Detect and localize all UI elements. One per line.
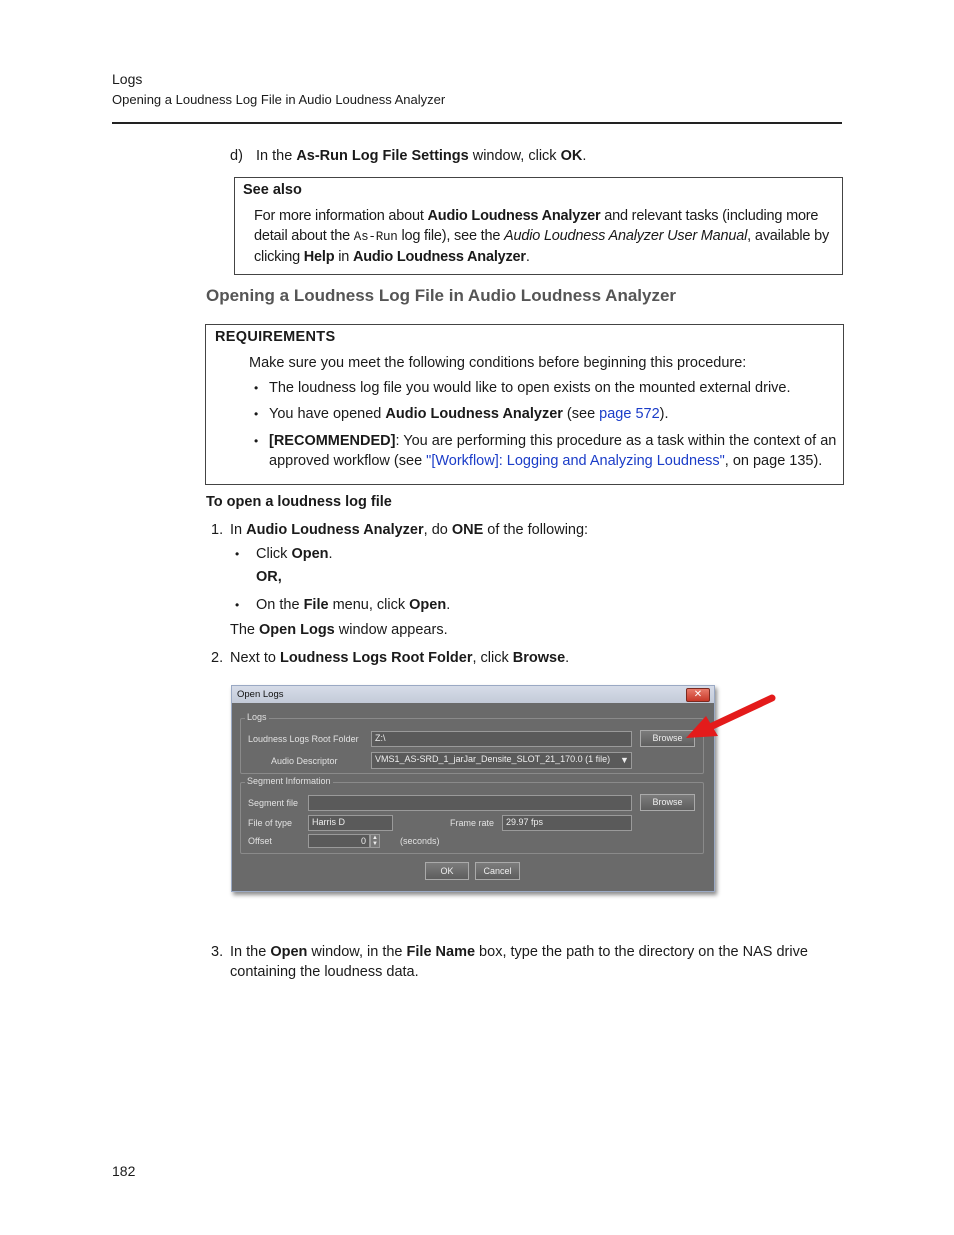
root-folder-input[interactable]: Z:\ bbox=[371, 731, 632, 747]
page-number: 182 bbox=[112, 1163, 136, 1179]
procedure-title: To open a loudness log file bbox=[206, 494, 392, 510]
file-type-label: File of type bbox=[248, 818, 293, 828]
bullet-icon: • bbox=[254, 407, 259, 421]
requirements-box bbox=[205, 324, 844, 485]
bullet-icon: • bbox=[254, 381, 259, 395]
dialog-title: Open Logs bbox=[237, 689, 284, 700]
step-1-result: The Open Logs window appears. bbox=[230, 622, 448, 638]
segment-file-input[interactable] bbox=[308, 795, 632, 811]
close-icon[interactable]: ✕ bbox=[686, 688, 710, 702]
requirements-title: REQUIREMENTS bbox=[215, 329, 336, 345]
step-2-number: 2. bbox=[211, 650, 224, 666]
segment-file-label: Segment file bbox=[248, 798, 299, 808]
audio-descriptor-label: Audio Descriptor bbox=[271, 756, 338, 766]
page-link[interactable]: page 572 bbox=[599, 406, 660, 422]
chevron-down-icon[interactable]: ▼ bbox=[620, 755, 629, 765]
header-rule bbox=[112, 122, 842, 124]
frame-rate-input[interactable]: 29.97 fps bbox=[502, 815, 632, 831]
see-also-text: For more information about Audio Loudness Analyzer and relevant tasks (including more detail about the As-Run log file), see the Audio Loudness Analyzer User Manual, available by clicking Help in Audio Loudness Analyzer. bbox=[254, 208, 830, 265]
bullet-icon: • bbox=[235, 598, 240, 612]
logs-group-label: Logs bbox=[247, 712, 267, 722]
see-also-box bbox=[234, 177, 843, 275]
browse-segment-button[interactable]: Browse bbox=[640, 794, 695, 811]
cancel-button[interactable]: Cancel bbox=[475, 862, 520, 880]
annotation-arrow-icon bbox=[680, 690, 780, 750]
header-section: Opening a Loudness Log File in Audio Loudness Analyzer bbox=[112, 92, 446, 107]
requirement-1: The loudness log file you would like to open exists on the mounted external drive. bbox=[269, 380, 791, 396]
bullet-icon: • bbox=[235, 547, 240, 561]
open-logs-dialog bbox=[231, 685, 715, 892]
step-1b-text: On the File menu, click Open. bbox=[256, 597, 451, 613]
offset-label: Offset bbox=[248, 836, 272, 846]
workflow-link[interactable]: "[Workflow]: Logging and Analyzing Loudness" bbox=[426, 453, 725, 469]
step-3-number: 3. bbox=[211, 944, 224, 960]
see-also-title: See also bbox=[243, 182, 302, 198]
dialog-titlebar bbox=[232, 686, 714, 703]
ok-button[interactable]: OK bbox=[425, 862, 469, 880]
segment-group-label: Segment Information bbox=[247, 776, 331, 786]
header-chapter: Logs bbox=[112, 71, 143, 87]
requirement-2: You have opened Audio Loudness Analyzer (see page 572). bbox=[269, 406, 669, 422]
requirement-3: [RECOMMENDED]: You are performing this procedure as a task within the context of an approved workflow (see "[Workflow]: Logging and Analyzing Loudness", on page 135). bbox=[269, 433, 837, 469]
step-d-text: In the As-Run Log File Settings window, click OK. bbox=[256, 148, 587, 164]
step-3-text: In the Open window, in the File Name box, type the path to the directory on the NAS drive containing the loudness data. bbox=[230, 944, 808, 980]
frame-rate-label: Frame rate bbox=[450, 818, 495, 828]
or-label: OR, bbox=[256, 569, 282, 585]
step-1-number: 1. bbox=[211, 522, 224, 538]
step-d-prefix: d) bbox=[230, 148, 243, 164]
step-1-text: In Audio Loudness Analyzer, do ONE of the following: bbox=[230, 522, 589, 538]
audio-descriptor-select[interactable]: VMS1_AS-SRD_1_jarJar_Densite_SLOT_21_170.0 (1 file) bbox=[371, 752, 632, 769]
offset-input[interactable]: 0 bbox=[308, 834, 370, 848]
offset-unit-label: (seconds) bbox=[400, 836, 440, 846]
file-type-input[interactable]: Harris D bbox=[308, 815, 393, 831]
requirements-intro: Make sure you meet the following conditions before beginning this procedure: bbox=[249, 355, 747, 371]
step-1a-text: Click Open. bbox=[256, 546, 333, 562]
browse-root-button[interactable]: Browse bbox=[640, 730, 695, 747]
offset-stepper[interactable]: ▲ ▼ bbox=[370, 834, 380, 848]
step-2-text: Next to Loudness Logs Root Folder, click Browse. bbox=[230, 650, 570, 666]
bullet-icon: • bbox=[254, 434, 259, 448]
section-title: Opening a Loudness Log File in Audio Loudness Analyzer bbox=[206, 286, 677, 305]
root-folder-label: Loudness Logs Root Folder bbox=[248, 734, 359, 744]
